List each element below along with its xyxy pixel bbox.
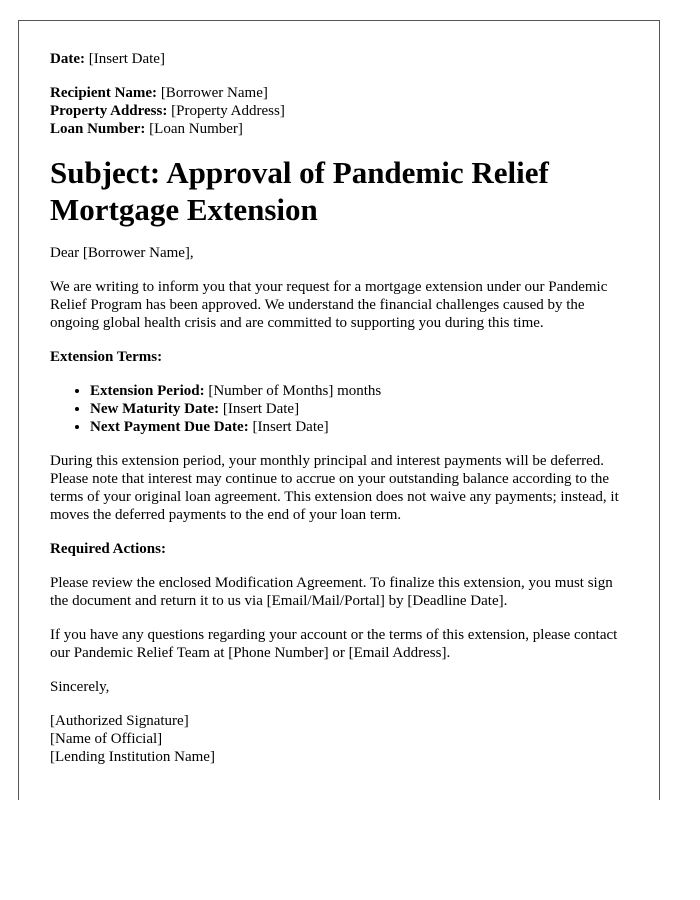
intro-paragraph: We are writing to inform you that your request for a mortgage extension under our Pandemic Relief Program has been approved. We understand the financial challenges caused by the ongoing global health crisis and are committed to supporting you during this time. (50, 279, 608, 331)
actions-paragraph: Please review the enclosed Modification Agreement. To finalize this extension, you must sign the document and return it to us via [Email/Mail/Portal] by [Deadline Date]. (50, 575, 613, 609)
actions-heading (50, 540, 629, 558)
salutation: Dear [Borrower Name], (50, 245, 194, 261)
term-value: [Number of Months] months (204, 383, 382, 399)
signature-block (50, 712, 629, 766)
deferral-paragraph: During this extension period, your monthly principal and interest payments will be deferred. Please note that interest may continue to accrue on your outstanding balance according to the terms of your original loan agreement. This extension does not waive any payments; instead, it moves the deferred payments to the end of your loan term. (50, 453, 619, 523)
property-value: [Property Address] (167, 103, 285, 119)
term-value: [Insert Date] (248, 419, 329, 435)
date-value: [Insert Date] (84, 51, 165, 67)
recipient-label: Recipient Name: (50, 85, 158, 101)
terms-heading (50, 348, 629, 366)
closing: Sincerely, (50, 679, 110, 695)
property-label: Property Address: (50, 103, 168, 119)
recipient-value: [Borrower Name] (157, 85, 268, 101)
loan-value: [Loan Number] (145, 121, 243, 137)
subject-heading: Subject: Approval of Pandemic Relief Mortgage Extension (50, 155, 549, 227)
list-item (90, 418, 629, 436)
term-value: [Insert Date] (219, 401, 300, 417)
institution-name: [Lending Institution Name] (50, 749, 215, 765)
term-label: Extension Period: (90, 383, 205, 399)
loan-label: Loan Number: (50, 121, 146, 137)
recipient-block (50, 84, 629, 138)
date-line (50, 50, 629, 68)
letter (18, 20, 660, 800)
list-item (90, 400, 629, 418)
terms-heading-text: Extension Terms: (50, 349, 163, 365)
contact-paragraph: If you have any questions regarding your account or the terms of this extension, please contact our Pandemic Relief Team at [Phone Number] or [Email Address]. (50, 627, 618, 661)
term-label: New Maturity Date: (90, 401, 220, 417)
actions-heading-text: Required Actions: (50, 541, 166, 557)
list-item (90, 382, 629, 400)
official-name: [Name of Official] (50, 731, 163, 747)
signature-line: [Authorized Signature] (50, 713, 189, 729)
date-label: Date: (50, 51, 85, 67)
term-label: Next Payment Due Date: (90, 419, 249, 435)
terms-list (50, 382, 629, 436)
